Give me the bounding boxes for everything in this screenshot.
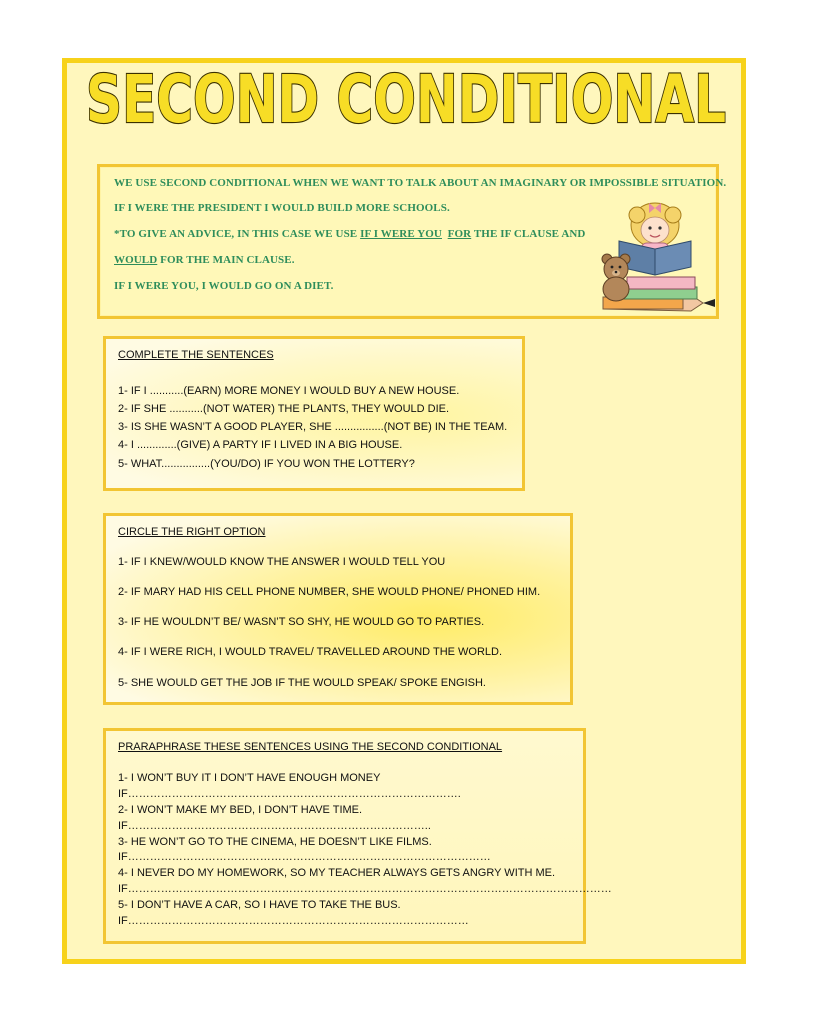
intro-rule-text: WE USE SECOND CONDITIONAL WHEN WE WANT TO TALK ABOUT AN IMAGINARY OR IMPOSSIBLE SITUATION. [114, 177, 727, 189]
exercise-3-title: PRARAPHRASE THESE SENTENCES USING THE SECOND CONDITIONAL [118, 741, 503, 753]
exercise-3-sentence-1: 1- I WON’T BUY IT I DON’T HAVE ENOUGH MONEY [118, 772, 381, 784]
would-suffix: FOR THE MAIN CLAUSE. [157, 254, 295, 266]
intro-diet-example: IF I WERE YOU, I WOULD GO ON A DIET. [114, 280, 334, 292]
advice-suffix: THE IF CLAUSE AND [471, 228, 586, 240]
exercise-1-item-5: 5- WHAT................(YOU/DO) IF YOU WON THE LOTTERY? [118, 458, 415, 470]
advice-if-i-were-you: IF I WERE YOU [360, 228, 442, 240]
exercise-1-item-2: 2- IF SHE ...........(NOT WATER) THE PLANTS, THEY WOULD DIE. [118, 403, 450, 415]
worksheet-title [70, 60, 742, 138]
intro-advice-text [114, 228, 585, 240]
exercise-1-item-3: 3- IS SHE WASN’T A GOOD PLAYER, SHE ................(NOT BE) IN THE TEAM. [118, 421, 508, 433]
exercise-1-title: COMPLETE THE SENTENCES [118, 349, 274, 361]
exercise-3-answer-line-4[interactable]: IF…………………………………………………………………………………………………………………… [118, 883, 612, 895]
exercise-2-item-3: 3- IF HE WOULDN’T BE/ WASN’T SO SHY, HE WOULD GO TO PARTIES. [118, 616, 485, 628]
exercise-3-answer-line-2[interactable]: IF……………………………………………………………………….. [118, 820, 431, 832]
exercise-paraphrase-sentences [103, 728, 612, 944]
girl-reading-book-with-teddy-bear-icon [595, 199, 719, 317]
exercise-2-item-1: 1- IF I KNEW/WOULD KNOW THE ANSWER I WOULD TELL YOU [118, 556, 446, 568]
exercise-3-sentence-3: 3- HE WON’T GO TO THE CINEMA, HE DOESN’T LIKE FILMS. [118, 836, 432, 848]
exercise-3-sentence-4: 4- I NEVER DO MY HOMEWORK, SO MY TEACHER ALWAYS GETS ANGRY WITH ME. [118, 867, 556, 879]
exercise-3-answer-line-5[interactable]: IF………………………………………………………………………………… [118, 915, 469, 927]
exercise-3-sentence-2: 2- I WON’T MAKE MY BED, I DON’T HAVE TIME. [118, 804, 363, 816]
exercise-3-answer-line-1[interactable]: IF………………………………………………………………………………. [118, 788, 461, 800]
would-word: WOULD [114, 254, 158, 266]
intro-example-text: IF I WERE THE PRESIDENT I WOULD BUILD MORE SCHOOLS. [114, 202, 450, 214]
exercise-2-item-2: 2- IF MARY HAD HIS CELL PHONE NUMBER, SHE WOULD PHONE/ PHONED HIM. [118, 586, 541, 598]
advice-for: FOR [447, 228, 472, 240]
exercise-1-item-1: 1- IF I ...........(EARN) MORE MONEY I WOULD BUY A NEW HOUSE. [118, 385, 460, 397]
exercise-1-item-4: 4- I .............(GIVE) A PARTY IF I LIVED IN A BIG HOUSE. [118, 439, 403, 451]
exercise-3-sentence-5: 5- I DON’T HAVE A CAR, SO I HAVE TO TAKE THE BUS. [118, 899, 401, 911]
exercise-2-item-5: 5- SHE WOULD GET THE JOB IF THE WOULD SPEAK/ SPOKE ENGISH. [118, 677, 486, 689]
exercise-circle-the-right-option [103, 513, 573, 705]
exercise-complete-the-sentences [103, 336, 525, 491]
advice-prefix: *TO GIVE AN ADVICE, IN THIS CASE WE USE [114, 228, 361, 240]
title-text: SECOND CONDITIONAL [86, 61, 726, 138]
intro-would-text [114, 254, 295, 266]
intro-box [97, 164, 727, 319]
exercise-2-title: CIRCLE THE RIGHT OPTION [118, 526, 266, 538]
exercise-2-item-4: 4- IF I WERE RICH, I WOULD TRAVEL/ TRAVELLED AROUND THE WORLD. [118, 646, 503, 658]
exercise-3-answer-line-3[interactable]: IF……………………………………………………………………………………… [118, 851, 491, 863]
